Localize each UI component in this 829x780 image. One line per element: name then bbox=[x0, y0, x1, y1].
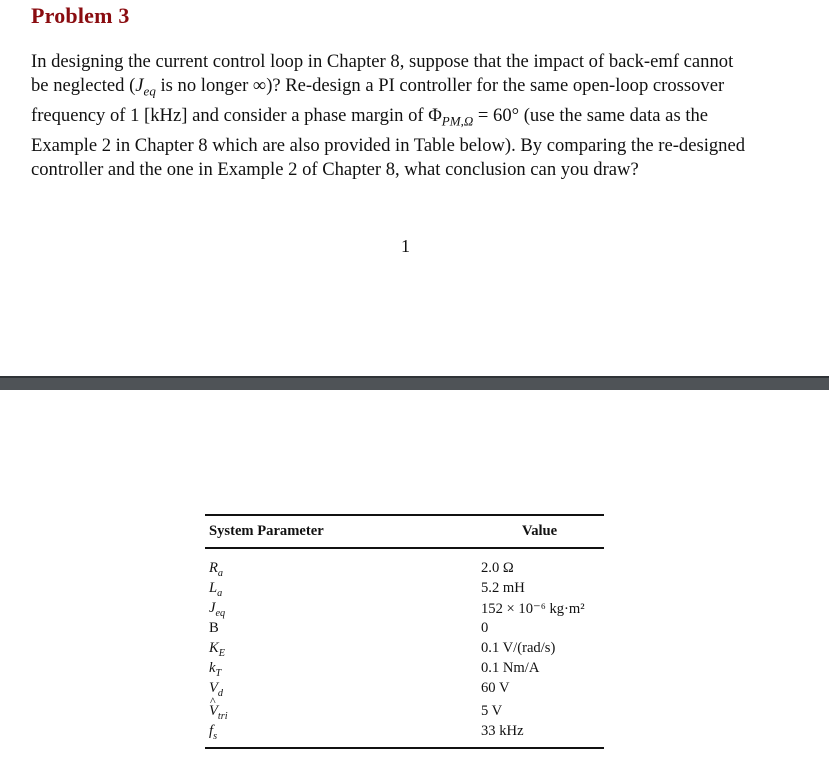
table-row bbox=[205, 723, 604, 743]
param-value: 60 V bbox=[481, 680, 510, 696]
header-system-parameter: System Parameter bbox=[209, 523, 324, 539]
param-value: 0.1 Nm/A bbox=[481, 660, 540, 676]
jeq-symbol: $J_{eq}$ bbox=[135, 75, 156, 99]
param-value: 0.1 V/(rad/s) bbox=[481, 640, 556, 656]
param-value: 0 bbox=[481, 620, 489, 636]
table-row bbox=[205, 620, 604, 640]
problem-line-3: frequency of 1 [kHz] and consider a phase margin of $\Phi_{PM,\Omega} = 60^\circ$ (use the same data as the bbox=[31, 105, 709, 129]
param-symbol: $K_E$ bbox=[209, 640, 225, 659]
table-row bbox=[205, 660, 604, 680]
param-symbol: $V_d$ bbox=[209, 680, 224, 699]
problem-line-5: controller and the one in Example 2 of Chapter 8, what conclusion can you draw? bbox=[31, 159, 639, 181]
table-row bbox=[205, 600, 604, 620]
table-top-rule bbox=[205, 514, 604, 516]
table-row bbox=[205, 680, 604, 700]
param-value: 33 kHz bbox=[481, 723, 524, 739]
param-symbol: $R_a$ bbox=[209, 560, 224, 579]
problem-line-4: Example 2 in Chapter 8 which are also provided in Table below). By comparing the re-designed bbox=[31, 135, 746, 157]
problem-line-2: be neglected ($J_{eq}$ is no longer ∞)? Re-design a PI controller for the same open-loop crossover bbox=[31, 75, 725, 99]
page-top bbox=[0, 0, 829, 376]
table-row bbox=[205, 703, 604, 723]
page-number: 1 bbox=[401, 236, 410, 256]
param-symbol: B bbox=[209, 620, 219, 636]
phase-margin-subscript: PM,Ω bbox=[441, 113, 474, 129]
problem-text bbox=[31, 50, 791, 182]
param-value: 2.0 Ω bbox=[481, 560, 514, 576]
page-separator bbox=[0, 376, 829, 390]
table-row bbox=[205, 640, 604, 660]
param-symbol: $f_s$ bbox=[209, 723, 218, 742]
table-row bbox=[205, 580, 604, 600]
problem-line-1: In designing the current control loop in Chapter 8, suppose that the impact of back-emf cannot bbox=[31, 51, 734, 72]
table-header-rule bbox=[205, 547, 604, 549]
table-row bbox=[205, 560, 604, 580]
header-value: Value bbox=[522, 523, 558, 539]
param-symbol: $J_{eq}$ bbox=[209, 600, 226, 619]
param-symbol: ^ $V_{tri}$ bbox=[209, 703, 228, 722]
param-symbol: $k_T$ bbox=[209, 660, 222, 679]
param-value: 152 × 10⁻⁶ kg·m² bbox=[481, 601, 585, 617]
param-symbol: $L_a$ bbox=[209, 580, 223, 599]
param-value: 5.2 mH bbox=[481, 580, 525, 596]
table-bottom-rule bbox=[205, 747, 604, 749]
param-value: 5 V bbox=[481, 703, 503, 719]
problem-title: Problem 3 bbox=[31, 3, 130, 28]
